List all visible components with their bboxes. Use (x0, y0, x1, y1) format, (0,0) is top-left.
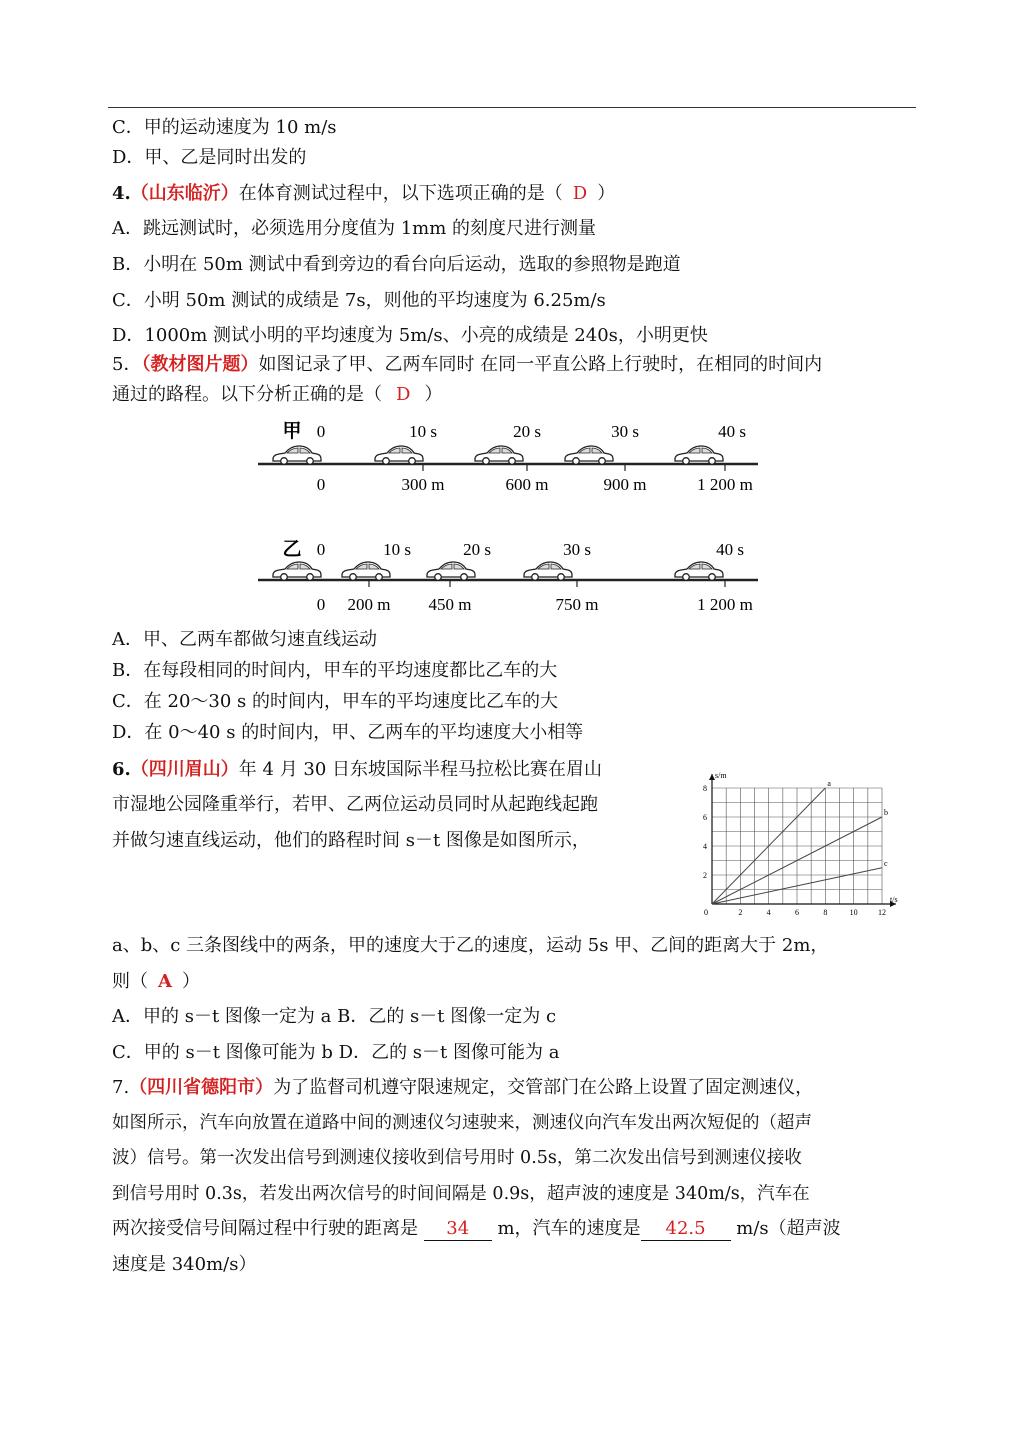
time-label-jia: 40 s (718, 422, 746, 441)
car-window (538, 564, 561, 569)
q6-number: 6. (112, 759, 131, 780)
q7-line1-text: 为了监督司机遵守限速规定，交管部门在公路上设置了固定测速仪， (273, 1077, 814, 1098)
x-tick-label: 8 (823, 908, 828, 917)
q5-source: （教材图片题） (141, 354, 259, 375)
car-body (375, 446, 423, 461)
car-body (524, 562, 572, 577)
car-wheel (409, 458, 416, 465)
time-label-jia: 20 s (513, 422, 541, 441)
q3-option-c: C．甲的运动速度为 10 m/s (112, 117, 337, 138)
car-wheel (350, 574, 357, 581)
x-tick-label: 4 (766, 908, 771, 917)
car-body (273, 446, 321, 461)
q5-stem-text: 如图记录了甲、乙两车同时 在同一平直公路上行驶时，在相同的时间内 (258, 354, 823, 375)
time-label-jia: 30 s (611, 422, 639, 441)
distance-label-yi: 200 m (347, 595, 391, 614)
distance-label-yi: 450 m (428, 595, 472, 614)
q5-option-a: A．甲、乙两车都做匀速直线运动 (112, 629, 377, 650)
q5-stem-line1 (112, 354, 822, 376)
car-window (287, 564, 310, 569)
car-name-jia: 甲 (282, 420, 302, 442)
q7-line5 (112, 1218, 841, 1241)
q4-option-c: C．小明 50m 测试的成绩是 7s，则他的平均速度为 6.25m/s (112, 290, 606, 311)
q6-line3: 并做匀速直线运动，他们的路程时间 s－t 图像是如图所示， (112, 830, 590, 851)
q6-then: 则（ (112, 971, 148, 992)
time-label-yi: 10 s (383, 540, 411, 559)
q5-answer: D (396, 384, 411, 405)
q7-line1 (112, 1077, 813, 1099)
q7-unit-text: m/s（超声波 (736, 1218, 841, 1239)
time-label-yi: 0 (316, 540, 326, 559)
series-label-c: c (884, 858, 888, 868)
series-label-a: a (827, 779, 831, 788)
q7-number: 7. (112, 1077, 130, 1098)
q5-option-d: D．在 0～40 s 的时间内，甲、乙两车的平均速度大小相等 (112, 722, 584, 743)
car-body (427, 562, 475, 577)
q6-line1 (112, 759, 602, 781)
car-window (356, 564, 379, 569)
y-tick-label: 6 (703, 813, 707, 822)
x-tick-label: 12 (878, 908, 886, 917)
q6-answer: A (158, 971, 172, 992)
car-window (689, 564, 712, 569)
car-body (342, 562, 390, 577)
car-wheel (709, 574, 716, 581)
q5-stem-line2 (112, 384, 442, 406)
car-icon (427, 562, 475, 580)
car-window (389, 448, 412, 453)
car-body (565, 446, 613, 461)
car-window (287, 448, 310, 453)
q6-line4: a、b、c 三条图线中的两条，甲的速度大于乙的速度，运动 5s 甲、乙间的距离大于 2m， (112, 935, 829, 956)
car-wheel (376, 574, 383, 581)
car-icon (375, 446, 423, 464)
car-wheel (281, 458, 288, 465)
distance-label-yi: 1 200 m (697, 595, 753, 614)
distance-label-jia: 600 m (505, 475, 549, 494)
car-wheel (599, 458, 606, 465)
car-body (273, 562, 321, 577)
q7-answer-distance: 34 (424, 1218, 492, 1241)
x-tick-label: 10 (849, 908, 858, 917)
distance-label-jia: 900 m (603, 475, 647, 494)
q5-close: ） (424, 384, 443, 405)
x-tick-label: 0 (704, 908, 708, 917)
q5-number: 5． (112, 354, 142, 375)
distance-label-jia: 0 (316, 475, 326, 494)
car-window (489, 448, 512, 453)
car-wheel (683, 458, 690, 465)
car-icon (475, 446, 523, 464)
distance-label-jia: 1 200 m (697, 475, 753, 494)
distance-label-jia: 300 m (401, 475, 445, 494)
q6-options-ab: A．甲的 s－t 图像一定为 a B．乙的 s－t 图像一定为 c (112, 1006, 557, 1027)
q4-close: ） (597, 183, 616, 204)
car-wheel (435, 574, 442, 581)
car-wheel (532, 574, 539, 581)
header-rule (108, 107, 916, 108)
car-window (689, 448, 712, 453)
time-label-jia: 10 s (409, 422, 437, 441)
q4-answer: D (572, 183, 588, 204)
q7-answer-speed: 42.5 (641, 1218, 731, 1241)
car-wheel (483, 458, 490, 465)
q7-distance-prompt: 两次接受信号间隔过程中行驶的距离是 (112, 1218, 418, 1239)
q7-speed-prompt: m，汽车的速度是 (497, 1218, 641, 1239)
y-tick-label: 4 (703, 842, 707, 851)
car-icon (273, 446, 321, 464)
car-window (441, 564, 464, 569)
car-wheel (307, 458, 314, 465)
car-icon (675, 562, 723, 580)
q7-line4: 到信号用时 0.3s，若发出两次信号的时间间隔是 0.9s，超声波的速度是 340m/s，汽车在 (112, 1184, 810, 1204)
y-tick-label: 8 (703, 784, 707, 793)
q4-option-d: D．1000m 测试小明的平均速度为 5m/s、小亮的成绩是 240s，小明更快 (112, 325, 708, 346)
q5-option-c: C．在 20～30 s 的时间内，甲车的平均速度比乙车的大 (112, 691, 558, 712)
y-axis-label: s/m (715, 771, 727, 780)
car-wheel (383, 458, 390, 465)
car-body (675, 562, 723, 577)
car-wheel (509, 458, 516, 465)
x-tick-label: 2 (738, 908, 743, 917)
car-wheel (573, 458, 580, 465)
q4-number: 4. (112, 183, 131, 204)
car-icon (675, 446, 723, 464)
q4-source: （山东临沂） (130, 183, 239, 204)
car-wheel (461, 574, 468, 581)
q3-option-d: D．甲、乙是同时出发的 (112, 147, 307, 168)
q4-stem (112, 183, 615, 205)
car-wheel (709, 458, 716, 465)
car-wheel (307, 574, 314, 581)
car-wheel (558, 574, 565, 581)
series-label-b: b (884, 808, 888, 817)
q4-stem-text: 在体育测试过程中，以下选项正确的是（ (238, 183, 563, 204)
distance-label-yi: 0 (316, 595, 326, 614)
car-wheel (683, 574, 690, 581)
x-tick-label: 6 (795, 908, 799, 917)
q6-line2: 市湿地公园隆重举行，若甲、乙两位运动员同时从起跑线起跑 (112, 794, 598, 815)
car-body (475, 446, 523, 461)
q5-stem-text2: 通过的路程。以下分析正确的是（ (112, 384, 382, 405)
time-label-yi: 20 s (463, 540, 491, 559)
q7-source: （四川省德阳市） (129, 1077, 274, 1098)
q4-option-b: B．小明在 50m 测试中看到旁边的看台向后运动，选取的参照物是跑道 (112, 254, 681, 275)
time-label-yi: 40 s (716, 540, 744, 559)
car-icon (273, 562, 321, 580)
q7-line2: 如图所示，汽车向放置在道路中间的测速仪匀速驶来，测速仪向汽车发出两次短促的（超声 (112, 1113, 812, 1133)
q6-line1-text: 年 4 月 30 日东坡国际半程马拉松比赛在眉山 (238, 759, 603, 780)
car-name-yi: 乙 (282, 538, 302, 560)
q6-options-cd: C．甲的 s－t 图像可能为 b D．乙的 s－t 图像可能为 a (112, 1042, 560, 1063)
time-label-jia: 0 (316, 422, 326, 441)
q6-source: （四川眉山） (130, 759, 239, 780)
q7-line6: 速度是 340m/s） (112, 1254, 257, 1275)
y-tick-label: 2 (703, 871, 707, 880)
q6-close: ） (181, 971, 200, 992)
car-window (579, 448, 602, 453)
car-wheel (281, 574, 288, 581)
x-axis-label: t/s (890, 895, 898, 904)
car-icon (565, 446, 613, 464)
car-icon (342, 562, 390, 580)
car-icon (524, 562, 572, 580)
q5-option-b: B．在每段相同的时间内，甲车的平均速度都比乙车的大 (112, 660, 558, 681)
s-t-graph (690, 762, 910, 922)
time-label-yi: 30 s (563, 540, 591, 559)
q6-line5 (112, 971, 200, 993)
distance-label-yi: 750 m (555, 595, 599, 614)
q4-option-a: A．跳远测试时，必须选用分度值为 1mm 的刻度尺进行测量 (112, 218, 597, 239)
car-body (675, 446, 723, 461)
q7-line3: 波）信号。第一次发出信号到测速仪接收到信号用时 0.5s，第二次发出信号到测速仪接收 (112, 1148, 802, 1168)
